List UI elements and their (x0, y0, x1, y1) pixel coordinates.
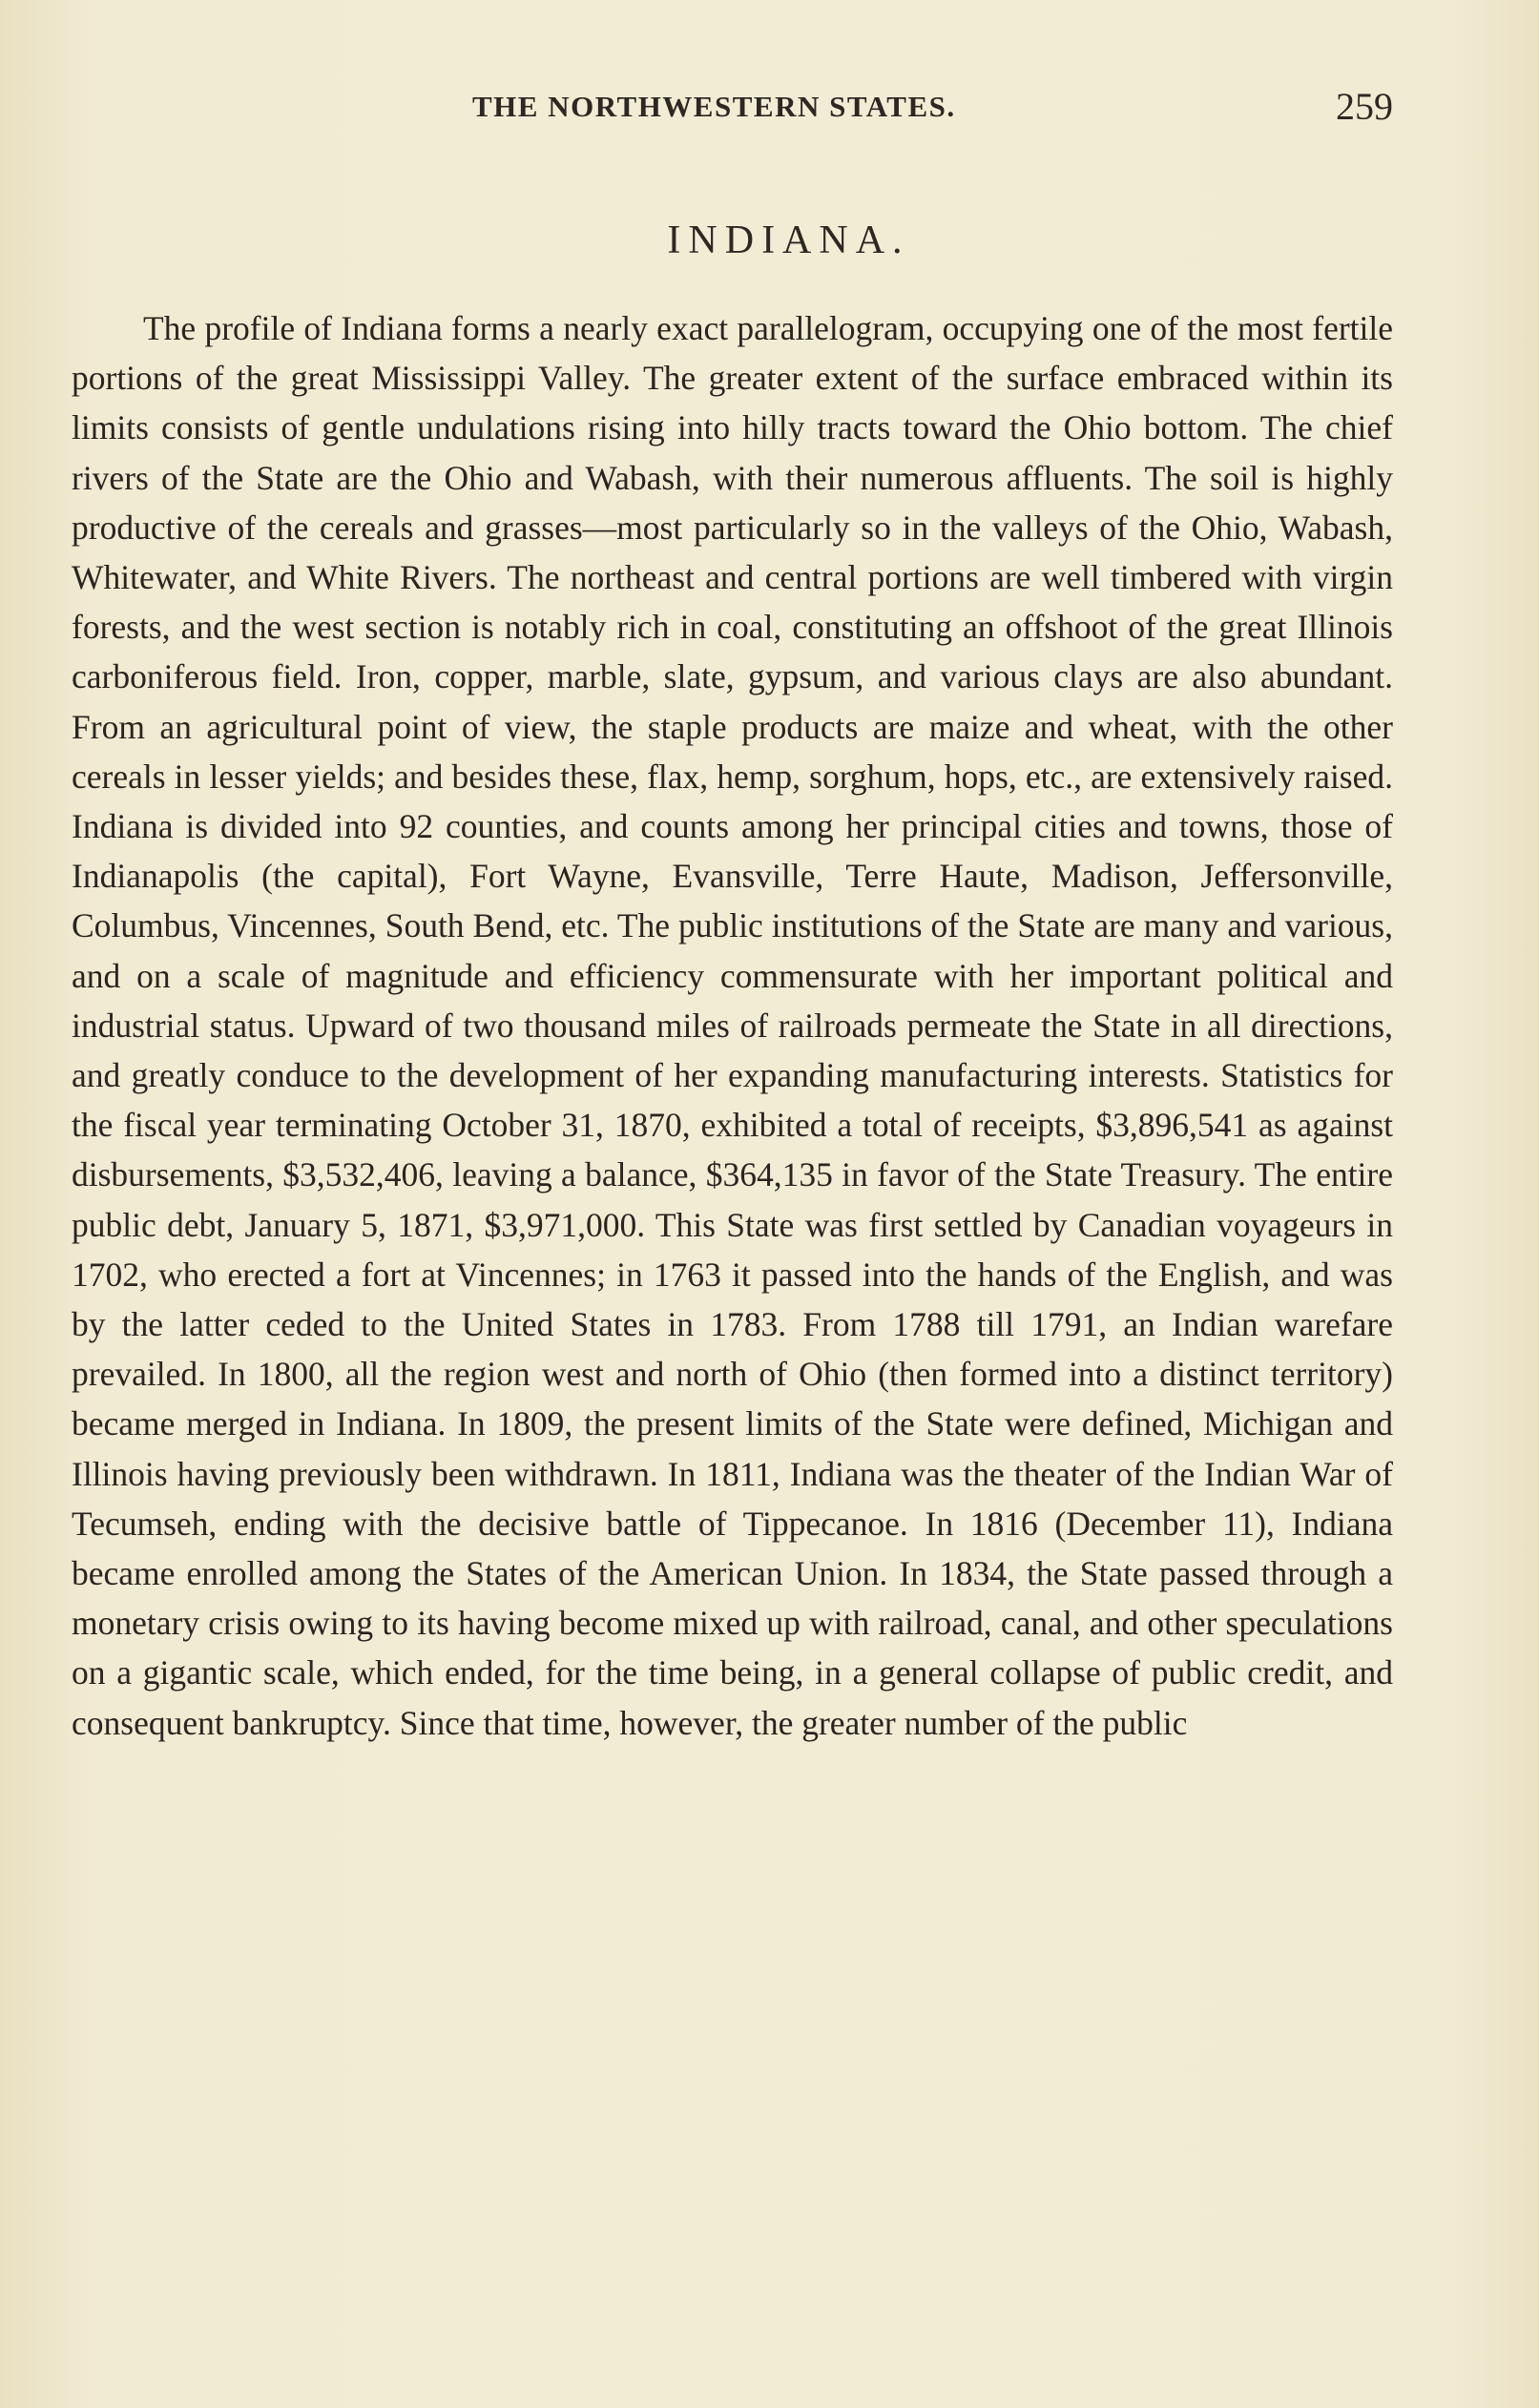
page-number: 259 (1336, 85, 1393, 128)
chapter-title: INDIANA. (667, 218, 910, 262)
running-head (72, 84, 1393, 132)
running-head-title: THE NORTHWESTERN STATES. (472, 90, 956, 123)
body-paragraph: The profile of Indiana forms a nearly exact parallelogram, occupying one of the most fertile portions of the great Mississippi Valley. The greater extent of the surface embraced within its limits consists of gentle undulations rising into hilly tracts toward the Ohio bottom. The chief rivers of the State are the Ohio and Wabash, with their numerous affluents. The soil is highly productive of the cereals and grasses—most particularly so in the valleys of the Ohio, Wabash, Whitewater, and White Rivers. The northeast and central portions are well timbered with virgin forests, and the west section is notably rich in coal, constituting an offshoot of the great Illinois carboniferous field. Iron, copper, marble, slate, gypsum, and various clays are also abundant. From an agricultural point of view, the staple products are maize and wheat, with the other cereals in lesser yields; and besides these, flax, hemp, sorghum, hops, etc., are extensively raised. Indiana is divided into 92 counties, and counts among her principal cities and towns, those of Indianapolis (the capital), Fort Wayne, Evansville, Terre Haute, Madison, Jeffersonville, Columbus, Vincennes, South Bend, etc. The public institutions of the State are many and various, and on a scale of magnitude and efficiency commensurate with her important political and industrial status. Upward of two thousand miles of railroads permeate the State in all directions, and greatly conduce to the development of her expanding manufacturing interests. Statistics for the fiscal year terminating October 31, 1870, exhibited a total of receipts, $3,896,541 as against disbursements, $3,532,406, leaving a balance, $364,135 in favor of the State Treasury. The entire public debt, January 5, 1871, $3,971,000. This State was first settled by Canadian voyageurs in 1702, who erected a fort at Vincennes; in 1763 it passed into the hands of the English, and was by the latter ceded to the United States in 1783. From 1788 till 1791, an Indian warefare prevailed. In 1800, all the region west and north of Ohio (then formed into a distinct territory) became merged in Indiana. In 1809, the present limits of the State were defined, Michigan and Illinois having previously been withdrawn. In 1811, Indiana was the theater of the Indian War of Tecumseh, ending with the decisive battle of Tippecanoe. In 1816 (December 11), Indiana became enrolled among the States of the American Union. In 1834, the State passed through a monetary crisis owing to its having become mixed up with railroad, canal, and other speculations on a gigantic scale, which ended, for the time being, in a general collapse of public credit, and consequent bankruptcy. Since that time, however, the greater number of the public (72, 309, 1393, 1742)
